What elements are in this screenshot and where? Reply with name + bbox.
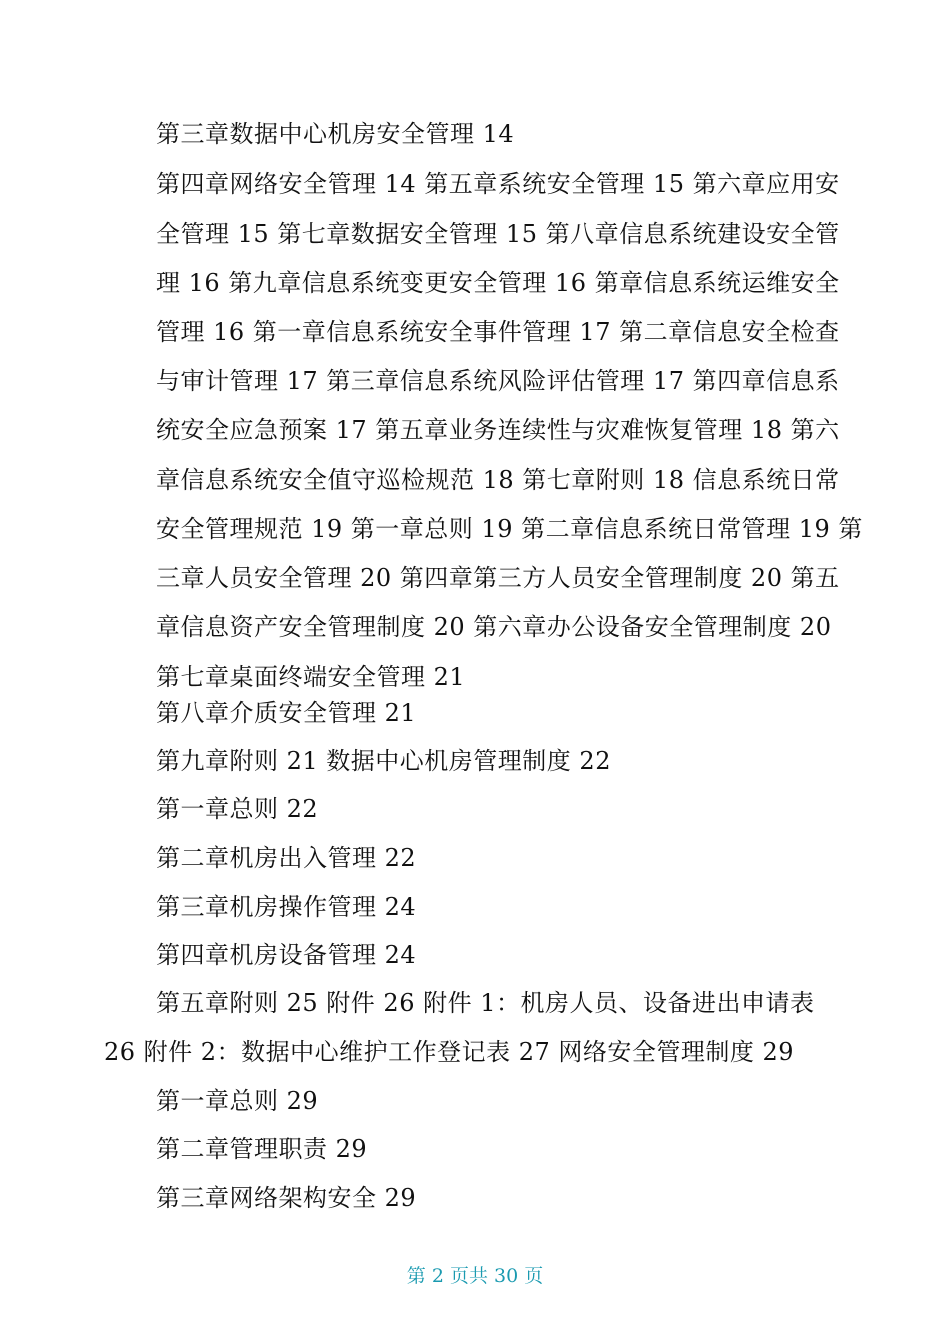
toc-line: 章信息资产安全管理制度 20 第六章办公设备安全管理制度 20 <box>156 613 832 641</box>
toc-line: 管理 16 第一章信息系统安全事件管理 17 第二章信息安全检查 <box>156 318 840 346</box>
toc-line: 第二章机房出入管理 22 <box>156 844 417 872</box>
toc-line: 第三章机房操作管理 24 <box>156 893 417 921</box>
toc-line: 第三章网络架构安全 29 <box>156 1184 417 1212</box>
toc-line: 第八章介质安全管理 21 <box>156 699 417 727</box>
toc-line: 第三章数据中心机房安全管理 14 <box>156 120 515 148</box>
toc-line: 统安全应急预案 17 第五章业务连续性与灾难恢复管理 18 第六 <box>156 416 840 444</box>
toc-line: 第九章附则 21 数据中心机房管理制度 22 <box>156 747 611 775</box>
toc-line: 全管理 15 第七章数据安全管理 15 第八章信息系统建设安全管 <box>156 220 840 248</box>
toc-line: 第四章网络安全管理 14 第五章系统安全管理 15 第六章应用安 <box>156 170 840 198</box>
toc-line: 三章人员安全管理 20 第四章第三方人员安全管理制度 20 第五 <box>156 564 840 592</box>
toc-line: 第五章附则 25 附件 26 附件 1：机房人员、设备进出申请表 <box>156 989 815 1017</box>
toc-line: 26 附件 2：数据中心维护工作登记表 27 网络安全管理制度 29 <box>104 1038 795 1066</box>
toc-line: 第七章桌面终端安全管理 21 <box>156 663 466 691</box>
toc-line: 与审计管理 17 第三章信息系统风险评估管理 17 第四章信息系 <box>156 367 840 395</box>
toc-line: 第一章总则 29 <box>156 1087 319 1115</box>
toc-line: 第四章机房设备管理 24 <box>156 941 417 969</box>
toc-line: 章信息系统安全值守巡检规范 18 第七章附则 18 信息系统日常 <box>156 466 840 494</box>
toc-line: 理 16 第九章信息系统变更安全管理 16 第章信息系统运维安全 <box>156 269 840 297</box>
toc-line: 第二章管理职责 29 <box>156 1135 368 1163</box>
toc-line: 第一章总则 22 <box>156 795 319 823</box>
toc-line: 安全管理规范 19 第一章总则 19 第二章信息系统日常管理 19 第 <box>156 515 863 543</box>
page-number-footer: 第 2 页共 30 页 <box>406 1265 544 1287</box>
